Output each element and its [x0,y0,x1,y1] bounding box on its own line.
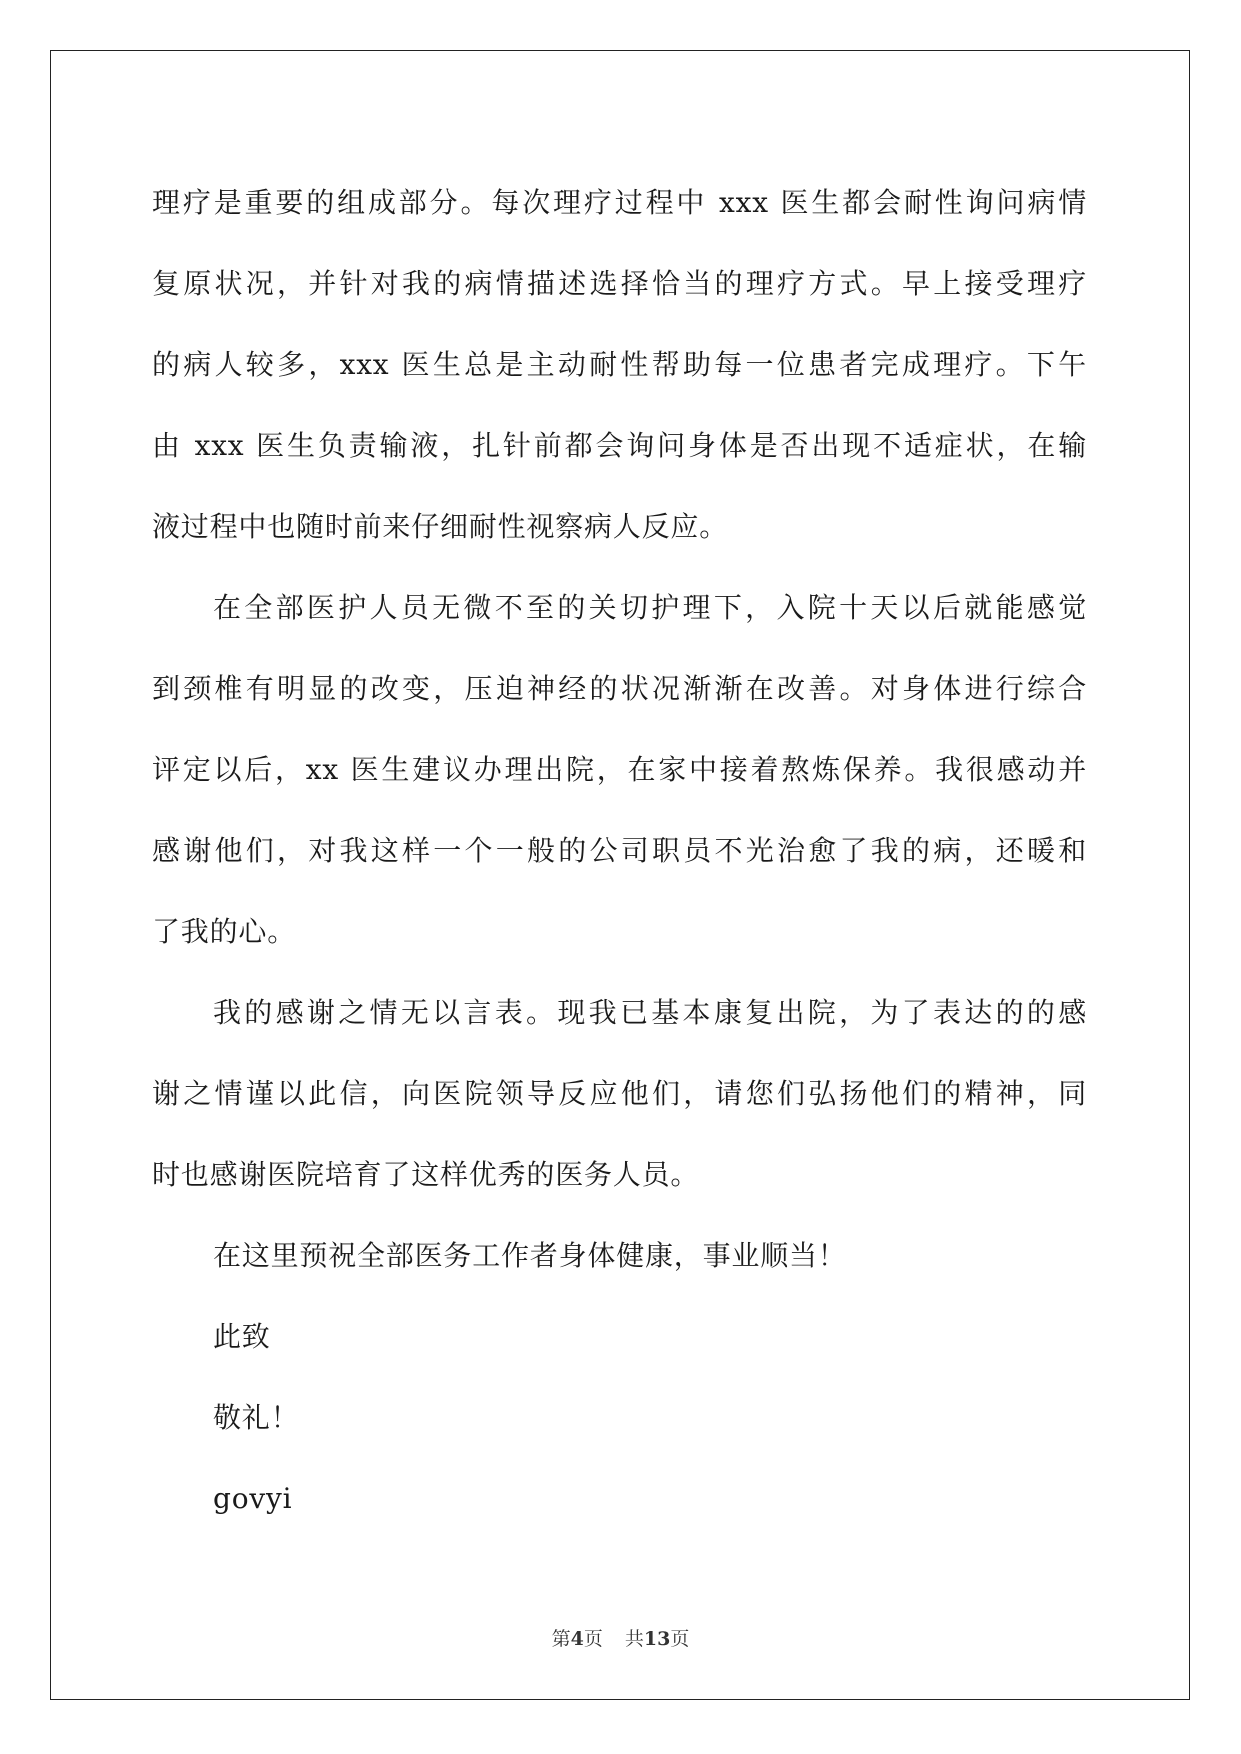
total-prefix: 共 [624,1628,644,1650]
text-line: 此致 [213,1320,271,1353]
letter-body [152,162,1087,1539]
text-line: 敬礼！ [213,1401,300,1434]
text-line: 我的感谢之情无以言表。现我已基本康复出院，为了表达的的感 [213,996,1087,1029]
text-line: 到颈椎有明显的改变，压迫神经的状况渐渐在改善。对身体进行综合 [152,672,1087,705]
text-line: 时也感谢医院培育了这样优秀的医务人员。 [152,1158,700,1191]
text-line: 由 xxx 医生负责输液，扎针前都会询问身体是否出现不适症状，在输 [152,429,1087,462]
page-suffix: 页 [583,1628,603,1650]
text-line: 了我的心。 [152,915,297,948]
text-line: 谢之情谨以此信，向医院领导反应他们，请您们弘扬他们的精神，同 [152,1077,1087,1110]
page-number: 4 [570,1628,584,1650]
text-line: govyi [213,1482,293,1515]
total-suffix: 页 [670,1628,690,1650]
text-line: 在这里预祝全部医务工作者身体健康，事业顺当！ [213,1239,847,1272]
text-line: 的病人较多，xxx 医生总是主动耐性帮助每一位患者完成理疗。下午 [152,348,1087,381]
text-line: 评定以后，xx 医生建议办理出院，在家中接着熬炼保养。我很感动并 [152,753,1087,786]
text-line: 理疗是重要的组成部分。每次理疗过程中 xxx 医生都会耐性询问病情 [152,186,1087,219]
page-footer [0,1624,1241,1651]
text-line: 感谢他们，对我这样一个一般的公司职员不光治愈了我的病，还暖和 [152,834,1087,867]
text-line: 在全部医护人员无微不至的关切护理下，入院十天以后就能感觉 [213,591,1087,624]
total-pages: 13 [643,1628,671,1650]
text-line: 复原状况，并针对我的病情描述选择恰当的理疗方式。早上接受理疗 [152,267,1087,300]
text-line: 液过程中也随时前来仔细耐性视察病人反应。 [152,510,729,543]
page-prefix: 第 [551,1628,571,1650]
